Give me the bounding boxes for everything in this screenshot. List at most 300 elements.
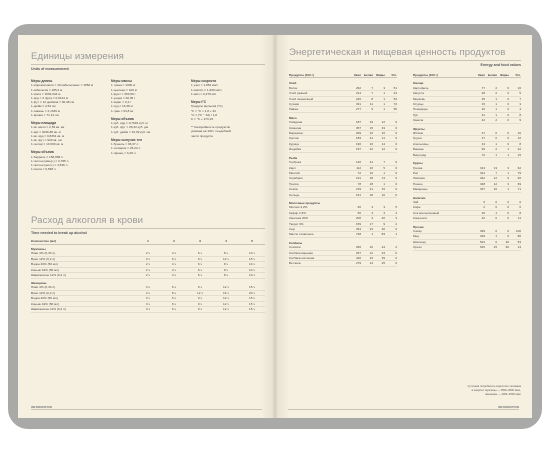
header-cell: Жиры: [373, 73, 385, 78]
table-cell: 7: [485, 170, 497, 175]
units-line: 1 морская миля = 10 кабельтовых = 1852 м: [31, 83, 94, 88]
table-cell: 12 ч: [213, 301, 239, 307]
table-cell: 8: [509, 141, 521, 146]
header-cell: 5: [239, 239, 265, 244]
table-cell: 7: [361, 86, 373, 91]
table-cell: 0: [385, 160, 397, 165]
table-cell: 9 ч: [187, 256, 213, 262]
table-cell: 1: [485, 234, 497, 239]
table-cell: 33: [373, 125, 385, 130]
units-group-heading: Меры скорости: [191, 79, 217, 83]
table-cell: 77: [473, 86, 485, 91]
units-line: 1 сажень = 2,1336 м: [31, 108, 60, 113]
table-cell: Ветчина: [289, 261, 349, 266]
table-cell: Свекла: [413, 118, 473, 123]
table-cell: 15: [485, 245, 497, 250]
units-line: части продукта: [191, 133, 213, 138]
table-cell: 0: [473, 200, 485, 205]
units-line: °C = (°F − 32) / 1,8: [191, 112, 218, 117]
table-cell: 11: [361, 102, 373, 107]
units-line: K = °C + 273,15: [191, 117, 214, 122]
table-cell: 0: [385, 187, 397, 192]
table-cell: 1: [373, 96, 385, 101]
table-category-row: [289, 78, 397, 86]
table-cell: 47: [473, 136, 485, 141]
header-cell: Ккал: [473, 73, 485, 78]
table-cell: 44: [385, 91, 397, 96]
drinks-title: Расход алкоголя в крови: [31, 215, 144, 226]
table-cell: Вино 12% (0,2 л): [31, 256, 135, 262]
table-cell: 0: [385, 181, 397, 186]
table-cell: 364: [349, 226, 361, 231]
units-line: 1 узел = 1,852 км/ч: [191, 83, 219, 88]
table-cell: 2: [385, 221, 397, 226]
header-cell: Ккал: [349, 73, 361, 78]
table-cell: 191: [349, 176, 361, 181]
table-cell: 6 ч: [187, 273, 213, 279]
table-cell: 22: [509, 147, 521, 152]
table-cell: 6 ч: [187, 251, 213, 256]
table-cell: 337: [473, 187, 485, 192]
table-cell: 0: [385, 250, 397, 255]
table-cell: 9: [509, 118, 521, 123]
table-cell: Хлеб ржаной: [289, 91, 349, 96]
table-cell: 357: [349, 125, 361, 130]
table-cell: 69: [509, 181, 521, 186]
table-cell: 13: [373, 176, 385, 181]
table-cell: 0: [385, 136, 397, 141]
table-cell: 4 ч: [161, 273, 187, 279]
table-cell: 0: [385, 131, 397, 136]
table-cell: 6: [497, 176, 509, 181]
table-cell: 0: [497, 107, 509, 112]
table-cell: Масло сливочное: [289, 232, 349, 237]
nutrition-notes: [413, 385, 521, 396]
table-cell: Сосиски: [289, 245, 349, 250]
table-cell: Орехи: [413, 245, 473, 250]
table-cell: 8 ч: [213, 262, 239, 268]
table-cell: 10 ч: [239, 262, 265, 268]
table-cell: 8 ч: [213, 273, 239, 279]
table-cell: Коньяк 42% (50 мл): [31, 301, 135, 307]
table-cell: 9 ч: [187, 296, 213, 302]
category-cell: Крупы: [413, 161, 423, 166]
units-group-heading: Меры t°C: [191, 100, 207, 105]
category-cell: Женщины: [31, 280, 47, 285]
table-cell: 42: [473, 216, 485, 221]
table-cell: 14: [509, 245, 521, 250]
table-cell: 10: [373, 192, 385, 197]
table-cell: 28: [473, 91, 485, 96]
table-cell: Бананы: [413, 147, 473, 152]
table-cell: 23: [373, 250, 385, 255]
table-cell: 2: [485, 91, 497, 96]
table-cell: Овсянка: [413, 176, 473, 181]
table-cell: 60: [509, 176, 521, 181]
table-cell: 36: [473, 210, 485, 215]
table-cell: Морковь: [413, 96, 473, 101]
table-cell: 56: [385, 107, 397, 112]
table-cell: 60: [349, 205, 361, 210]
table-cell: 10: [509, 131, 521, 136]
table-cell: Карп: [289, 165, 349, 170]
table-cell: Батон: [289, 86, 349, 91]
units-line: 1 гектар = 10 000 кв. м: [31, 142, 64, 147]
table-cell: 51: [385, 86, 397, 91]
table-cell: Чай: [413, 200, 473, 205]
header-cell: 1: [135, 239, 161, 244]
units-line: 1 дюйм = 2,54 см: [31, 104, 56, 109]
table-cell: 1: [373, 181, 385, 186]
table-cell: 0: [497, 86, 509, 91]
header-cell: 2: [161, 239, 187, 244]
category-cell: Прочее: [413, 224, 424, 229]
table-category-row: [31, 278, 265, 285]
table-cell: 7: [361, 91, 373, 96]
drinks-table: [31, 239, 265, 313]
table-cell: 42: [473, 118, 485, 123]
table-cell: 6 ч: [161, 296, 187, 302]
units-section: [31, 51, 265, 71]
table-cell: 12 ч: [213, 285, 239, 290]
table-cell: 16: [361, 165, 373, 170]
table-cell: 8 ч: [161, 290, 187, 296]
table-cell: 13: [485, 166, 497, 171]
units-group: [191, 125, 269, 138]
table-cell: 246: [349, 96, 361, 101]
table-cell: 43: [473, 141, 485, 146]
table-cell: Сухари: [289, 102, 349, 107]
category-cell: Рыба: [289, 155, 298, 160]
table-cell: 2: [485, 147, 497, 152]
units-line: 1 км/ч = 0,278 м/с: [191, 91, 217, 96]
table-cell: 100: [509, 229, 521, 234]
units-line: 1 галлон (англ.) = 4,546 л: [31, 163, 68, 168]
units-group-heading: Меры длины: [31, 79, 53, 83]
table-cell: 14: [361, 261, 373, 266]
table-cell: 16: [361, 131, 373, 136]
units-group: [111, 117, 189, 134]
table-cell: 16: [509, 86, 521, 91]
table-row: [31, 307, 265, 313]
table-cell: 10 ч: [239, 273, 265, 279]
table-cell: Сахар: [413, 229, 473, 234]
table-cell: Творог 9%: [289, 221, 349, 226]
table-cell: 748: [349, 232, 361, 237]
table-cell: Кока-кола: [413, 216, 473, 221]
table-cell: 257: [349, 250, 361, 255]
header-cell: Количество (мл): [31, 239, 135, 244]
table-cell: 159: [349, 221, 361, 226]
table-cell: 3: [385, 216, 397, 221]
units-group: [111, 79, 189, 113]
table-cell: Пшено: [413, 181, 473, 186]
table-cell: Помидоры: [413, 107, 473, 112]
table-cell: 1: [385, 232, 397, 237]
table-cell: Скумбрия: [289, 176, 349, 181]
footer-rule-left: [31, 409, 262, 410]
table-category-row: [289, 152, 397, 160]
table-cell: 0: [497, 205, 509, 210]
category-cell: Мясо: [289, 115, 297, 120]
units-group: [111, 138, 189, 155]
table-cell: 8: [509, 210, 521, 215]
table-cell: 21: [361, 187, 373, 192]
table-cell: 197: [349, 147, 361, 152]
units-line: °F = °C × 1,8 + 32: [191, 108, 216, 113]
table-cell: 4: [385, 210, 397, 215]
drinks-section: [31, 215, 265, 235]
table-cell: 1: [373, 107, 385, 112]
table-cell: 0: [497, 96, 509, 101]
header-cell: Жиры: [497, 73, 509, 78]
table-cell: Кролик: [289, 136, 349, 141]
table-cell: 72: [385, 102, 397, 107]
table-cell: 8 ч: [213, 251, 239, 256]
table-category-row: [413, 158, 521, 166]
category-cell: Хлеб: [289, 81, 297, 86]
table-cell: 420: [349, 256, 361, 261]
table-cell: 16 ч: [213, 290, 239, 296]
table-category-row: [413, 192, 521, 200]
table-cell: 6 ч: [187, 262, 213, 268]
table-cell: 47: [473, 131, 485, 136]
header-cell: Угл.: [509, 73, 521, 78]
units-line: ** Калорийность продуктов: [191, 125, 230, 130]
units-line: 1 кв. фут = 929 кв. см: [31, 138, 62, 143]
table-cell: 15 ч: [239, 307, 265, 313]
units-line: 1 миля = 1609,344 м: [31, 91, 61, 96]
table-cell: Рис: [413, 170, 473, 175]
header-cell: Продукты (100 г): [289, 73, 349, 78]
table-cell: 2: [473, 205, 485, 210]
table-cell: 0: [385, 256, 397, 261]
table-cell: 19: [361, 120, 373, 125]
table-cell: 313: [473, 166, 485, 171]
note-line: Суточная потребность взрослого человека: [467, 385, 521, 388]
table-category-row: [413, 221, 521, 229]
table-cell: 344: [473, 170, 485, 175]
table-cell: 277: [349, 107, 361, 112]
header-cell: Угл.: [385, 73, 397, 78]
drinks-rule: [31, 228, 265, 229]
units-line: 1 пинта = 0,568 л: [31, 167, 56, 172]
table-category-row: [413, 123, 521, 131]
table-category-row: [289, 237, 397, 245]
units-column: [31, 79, 109, 176]
table-cell: 15 ч: [239, 301, 265, 307]
table-cell: Минтай: [289, 170, 349, 175]
footer-left: INFORMATION: [31, 405, 52, 409]
table-cell: 0: [497, 234, 509, 239]
table-cell: 21: [361, 136, 373, 141]
table-cell: 348: [473, 181, 485, 186]
table-cell: 0: [497, 210, 509, 215]
table-cell: 2 ч: [135, 262, 161, 268]
table-cell: 1: [485, 141, 497, 146]
table-cell: 83: [373, 232, 385, 237]
table-cell: Коньяк 42% (50 мл): [31, 267, 135, 273]
table-cell: 4 ч: [161, 251, 187, 256]
table-cell: 12: [373, 120, 385, 125]
table-cell: Свинина: [289, 125, 349, 130]
table-cell: Лук: [413, 112, 473, 117]
units-column: [111, 79, 189, 159]
table-cell: 12 ч: [187, 290, 213, 296]
table-cell: 3: [497, 181, 509, 186]
table-cell: 0: [385, 226, 397, 231]
category-cell: Напитки: [413, 195, 426, 200]
table-cell: Колбаса копченая: [289, 256, 349, 261]
table-cell: 71: [509, 187, 521, 192]
table-cell: 266: [349, 245, 361, 250]
units-line: 1 четверик = 26,24 л: [111, 146, 141, 151]
table-cell: 1: [373, 102, 385, 107]
table-cell: Сметана 20%: [289, 216, 349, 221]
table-cell: Водка 40% (50 мл): [31, 262, 135, 268]
table-category-row: [31, 244, 265, 251]
table-cell: 262: [349, 86, 361, 91]
table-cell: 10 ч: [239, 251, 265, 256]
table-cell: Кефир 2,5%: [289, 210, 349, 215]
table-cell: 12 ч: [213, 307, 239, 313]
table-cell: 6 ч: [161, 285, 187, 290]
units-group-heading: Меры сыпучих тел: [111, 137, 143, 142]
units-line: 1 баррель = 158,988 л: [31, 154, 63, 159]
table-cell: 16: [361, 170, 373, 175]
table-cell: 3 ч: [135, 256, 161, 262]
table-cell: Огурцы: [413, 102, 473, 107]
table-cell: 16: [361, 141, 373, 146]
table-cell: 0: [385, 120, 397, 125]
table-cell: 15 ч: [239, 285, 265, 290]
table-cell: 12: [485, 181, 497, 186]
units-group: [191, 100, 269, 121]
table-cell: Сок апельсиновый: [413, 210, 473, 215]
table-cell: 22: [361, 147, 373, 152]
nutrition-title: Энергетическая и пищевая ценность продуктов: [289, 47, 506, 58]
table-cell: Гречка: [413, 166, 473, 171]
table-cell: 20: [373, 216, 385, 221]
table-cell: Семга: [289, 187, 349, 192]
table-cell: 62: [509, 166, 521, 171]
table-cell: 0: [497, 216, 509, 221]
table-cell: 39: [373, 256, 385, 261]
table-cell: Капуста: [413, 91, 473, 96]
table-cell: 0: [485, 216, 497, 221]
table-cell: 2 ч: [135, 273, 161, 279]
units-line: 1 кабельтов = 185,2 м: [31, 87, 63, 92]
table-cell: 72: [349, 170, 361, 175]
table-cell: 16: [361, 256, 373, 261]
units-line: 1 фунт = 453,59 г: [111, 91, 136, 96]
units-group: [191, 79, 269, 96]
note-line: женщины — 2000–2500 ккал: [485, 392, 521, 396]
table-cell: 112: [349, 165, 361, 170]
table-cell: Картофель: [413, 86, 473, 91]
table-cell: 11: [509, 216, 521, 221]
table-cell: 9 ч: [187, 301, 213, 307]
table-cell: 1: [485, 210, 497, 215]
table-cell: 1: [373, 170, 385, 175]
table-cell: 3: [373, 86, 385, 91]
table-cell: 1: [485, 152, 497, 157]
units-line: 1 аршин = 71,12 см: [31, 112, 59, 117]
header-cell: Белки: [361, 73, 373, 78]
table-cell: Мед: [413, 234, 473, 239]
table-cell: 3: [373, 210, 385, 215]
units-line: 1 бушель = 36,37 л: [111, 142, 139, 147]
table-cell: 5: [385, 205, 397, 210]
note-line: в энергии: мужчины — 2500–3000 ккал,: [471, 388, 521, 392]
units-group-heading: Меры площади: [31, 121, 57, 126]
table-cell: 15 ч: [239, 256, 265, 262]
table-cell: 9 ч: [187, 285, 213, 290]
header-cell: 4: [213, 239, 239, 244]
table-cell: 2: [485, 86, 497, 91]
table-cell: 9: [361, 107, 373, 112]
table-cell: 7: [373, 160, 385, 165]
table-cell: Хлеб пшеничный: [289, 96, 349, 101]
category-cell: Мужчины: [31, 246, 46, 251]
table-cell: 50: [349, 210, 361, 215]
table-cell: 1: [485, 102, 497, 107]
table-cell: 12: [373, 147, 385, 152]
table-cell: 41: [473, 112, 485, 117]
footer-rule-right: [288, 409, 519, 410]
table-cell: Кофе: [413, 205, 473, 210]
table-cell: 15: [361, 125, 373, 130]
units-line: 1 центнер = 100 кг: [111, 87, 138, 92]
units-line: 1 куб. фут = 28,32 куб. дм: [111, 125, 149, 130]
table-cell: 645: [473, 245, 485, 250]
table-cell: 6 ч: [161, 307, 187, 313]
table-cell: 36: [497, 239, 509, 244]
table-cell: 7: [509, 96, 521, 101]
table-cell: 1: [361, 232, 373, 237]
table-cell: 24: [373, 245, 385, 250]
right-page: [275, 35, 532, 418]
table-cell: 190: [349, 141, 361, 146]
table-cell: 0: [385, 192, 397, 197]
units-line: 1 куб. ярд = 0,7646 куб. м: [111, 121, 148, 126]
table-cell: 8: [509, 112, 521, 117]
table-cell: 219: [349, 187, 361, 192]
table-cell: 4 ч: [161, 262, 187, 268]
table-cell: 11: [373, 136, 385, 141]
units-line: 1 тонна = 1000 кг: [111, 83, 136, 88]
table-cell: 0: [385, 170, 397, 175]
table-cell: 0: [497, 112, 509, 117]
table-cell: 1: [497, 170, 509, 175]
table-cell: 0: [485, 205, 497, 210]
table-cell: 9: [373, 221, 385, 226]
units-subtitle: Units of measurement: [31, 67, 69, 71]
table-cell: 187: [349, 120, 361, 125]
table-cell: 0: [497, 141, 509, 146]
table-cell: 1: [485, 96, 497, 101]
table-cell: 30: [373, 226, 385, 231]
table-cell: Шампанское 11% (0,2 л): [31, 273, 135, 279]
units-line: 1 акр = 4046,86 кв. м: [31, 129, 61, 134]
table-cell: 0: [385, 141, 397, 146]
category-cell: Колбасы: [289, 240, 303, 245]
table-cell: Шампанское 11% (0,2 л): [31, 307, 135, 313]
table-cell: 3: [361, 210, 373, 215]
units-line: 1 галлон (амер.) = 3,785 л: [31, 159, 69, 164]
table-cell: 0: [485, 200, 497, 205]
table-cell: Сыр: [289, 226, 349, 231]
